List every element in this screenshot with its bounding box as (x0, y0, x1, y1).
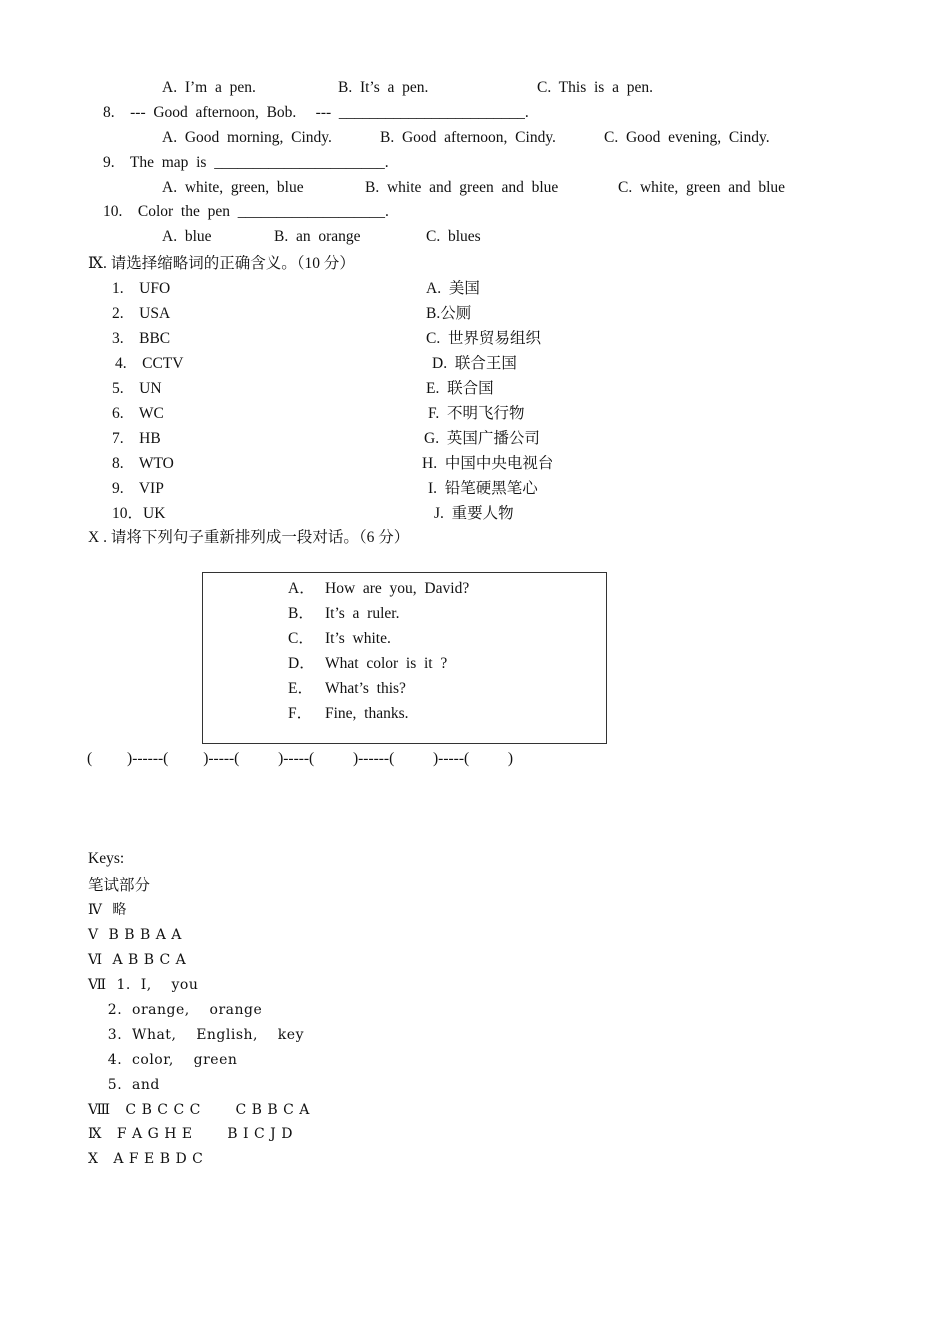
meaning-item: G. 英国广播公司 (424, 430, 540, 447)
meaning-item: F. 不明飞行物 (428, 405, 525, 422)
keys-subtitle: 笔试部分 (88, 877, 151, 894)
q9-option-b: B. white and green and blue (365, 179, 559, 196)
abbr-item: 8. WTO (112, 455, 174, 472)
key-line: Ⅹ A F E B D C (88, 1151, 204, 1167)
key-line: Ⅳ 略 (88, 902, 127, 918)
q7-option-a: A. I’m a pen. (162, 79, 256, 96)
dialogue-sentence: What’s this? (325, 680, 406, 697)
meaning-item: D. 联合王国 (432, 355, 517, 372)
section9-heading: Ⅸ. 请选择缩略词的正确含义。（10 分） (88, 255, 355, 272)
dialogue-letter: F． (288, 705, 313, 722)
q7-option-b: B. It’s a pen. (338, 79, 429, 96)
meaning-item: H. 中国中央电视台 (422, 455, 554, 472)
dialogue-sentence: Fine, thanks. (325, 705, 409, 722)
abbr-item: 3. BBC (112, 330, 171, 347)
dialogue-letter: E． (288, 680, 313, 697)
key-line: 3. What, English, key (88, 1027, 304, 1043)
dialogue-sentence: How are you, David? (325, 580, 470, 597)
dialogue-sentence: It’s white. (325, 630, 391, 647)
abbr-item: 7. HB (112, 430, 161, 447)
key-line: Ⅵ A B B C A (88, 952, 187, 968)
q8-option-c: C. Good evening, Cindy. (604, 129, 770, 146)
keys-title: Keys: (88, 850, 125, 867)
q10-option-b: B. an orange (274, 228, 361, 245)
dialogue-sentence: What color is it ? (325, 655, 448, 672)
q8-option-a: A. Good morning, Cindy. (162, 129, 332, 146)
answer-order-line: ( )------( )-----( )-----( )------( )-----( ) (87, 750, 514, 767)
abbr-item: 6. WC (112, 405, 164, 422)
q10-option-c: C. blues (426, 228, 481, 245)
abbr-item: 9. VIP (112, 480, 164, 497)
dialogue-letter: C． (288, 630, 314, 647)
meaning-item: C. 世界贸易组织 (426, 330, 541, 347)
meaning-item: A. 美国 (426, 280, 480, 297)
q10-option-a: A. blue (162, 228, 212, 245)
q9-option-a: A. white, green, blue (162, 179, 304, 196)
meaning-item: J. 重要人物 (434, 505, 514, 522)
key-line: 5. and (88, 1077, 160, 1093)
meaning-item: E. 联合国 (426, 380, 494, 397)
q9-stem: 9. The map is ______________________. (103, 154, 389, 171)
abbr-item: 1. UFO (112, 280, 171, 297)
key-line: Ⅴ B B B A A (88, 927, 182, 943)
q8-stem: 8. --- Good afternoon, Bob. --- ________________________. (103, 104, 529, 121)
q10-stem: 10. Color the pen ___________________. (103, 203, 389, 220)
key-line: 2. orange, orange (88, 1002, 263, 1018)
meaning-item: I. 铅笔硬黑笔心 (428, 480, 538, 497)
dialogue-sentence: It’s a ruler. (325, 605, 400, 622)
q9-option-c: C. white, green and blue (618, 179, 786, 196)
dialogue-letter: B． (288, 605, 314, 622)
meaning-item: B.公厕 (426, 305, 472, 322)
key-line: Ⅶ 1. I, you (88, 977, 199, 993)
abbr-item: 4. CCTV (115, 355, 184, 372)
key-line: Ⅷ C B C C C C B B C A (88, 1102, 310, 1118)
q7-option-c: C. This is a pen. (537, 79, 653, 96)
abbr-item: 10．UK (112, 505, 166, 522)
key-line: 4. color, green (88, 1052, 238, 1068)
abbr-item: 5. UN (112, 380, 162, 397)
dialogue-letter: D． (288, 655, 315, 672)
abbr-item: 2. USA (112, 305, 171, 322)
section10-heading: X . 请将下列句子重新排列成一段对话。（6 分） (88, 529, 410, 546)
q8-option-b: B. Good afternoon, Cindy. (380, 129, 556, 146)
dialogue-letter: A． (288, 580, 315, 597)
key-line: Ⅸ F A G H E B I C J D (88, 1126, 293, 1142)
